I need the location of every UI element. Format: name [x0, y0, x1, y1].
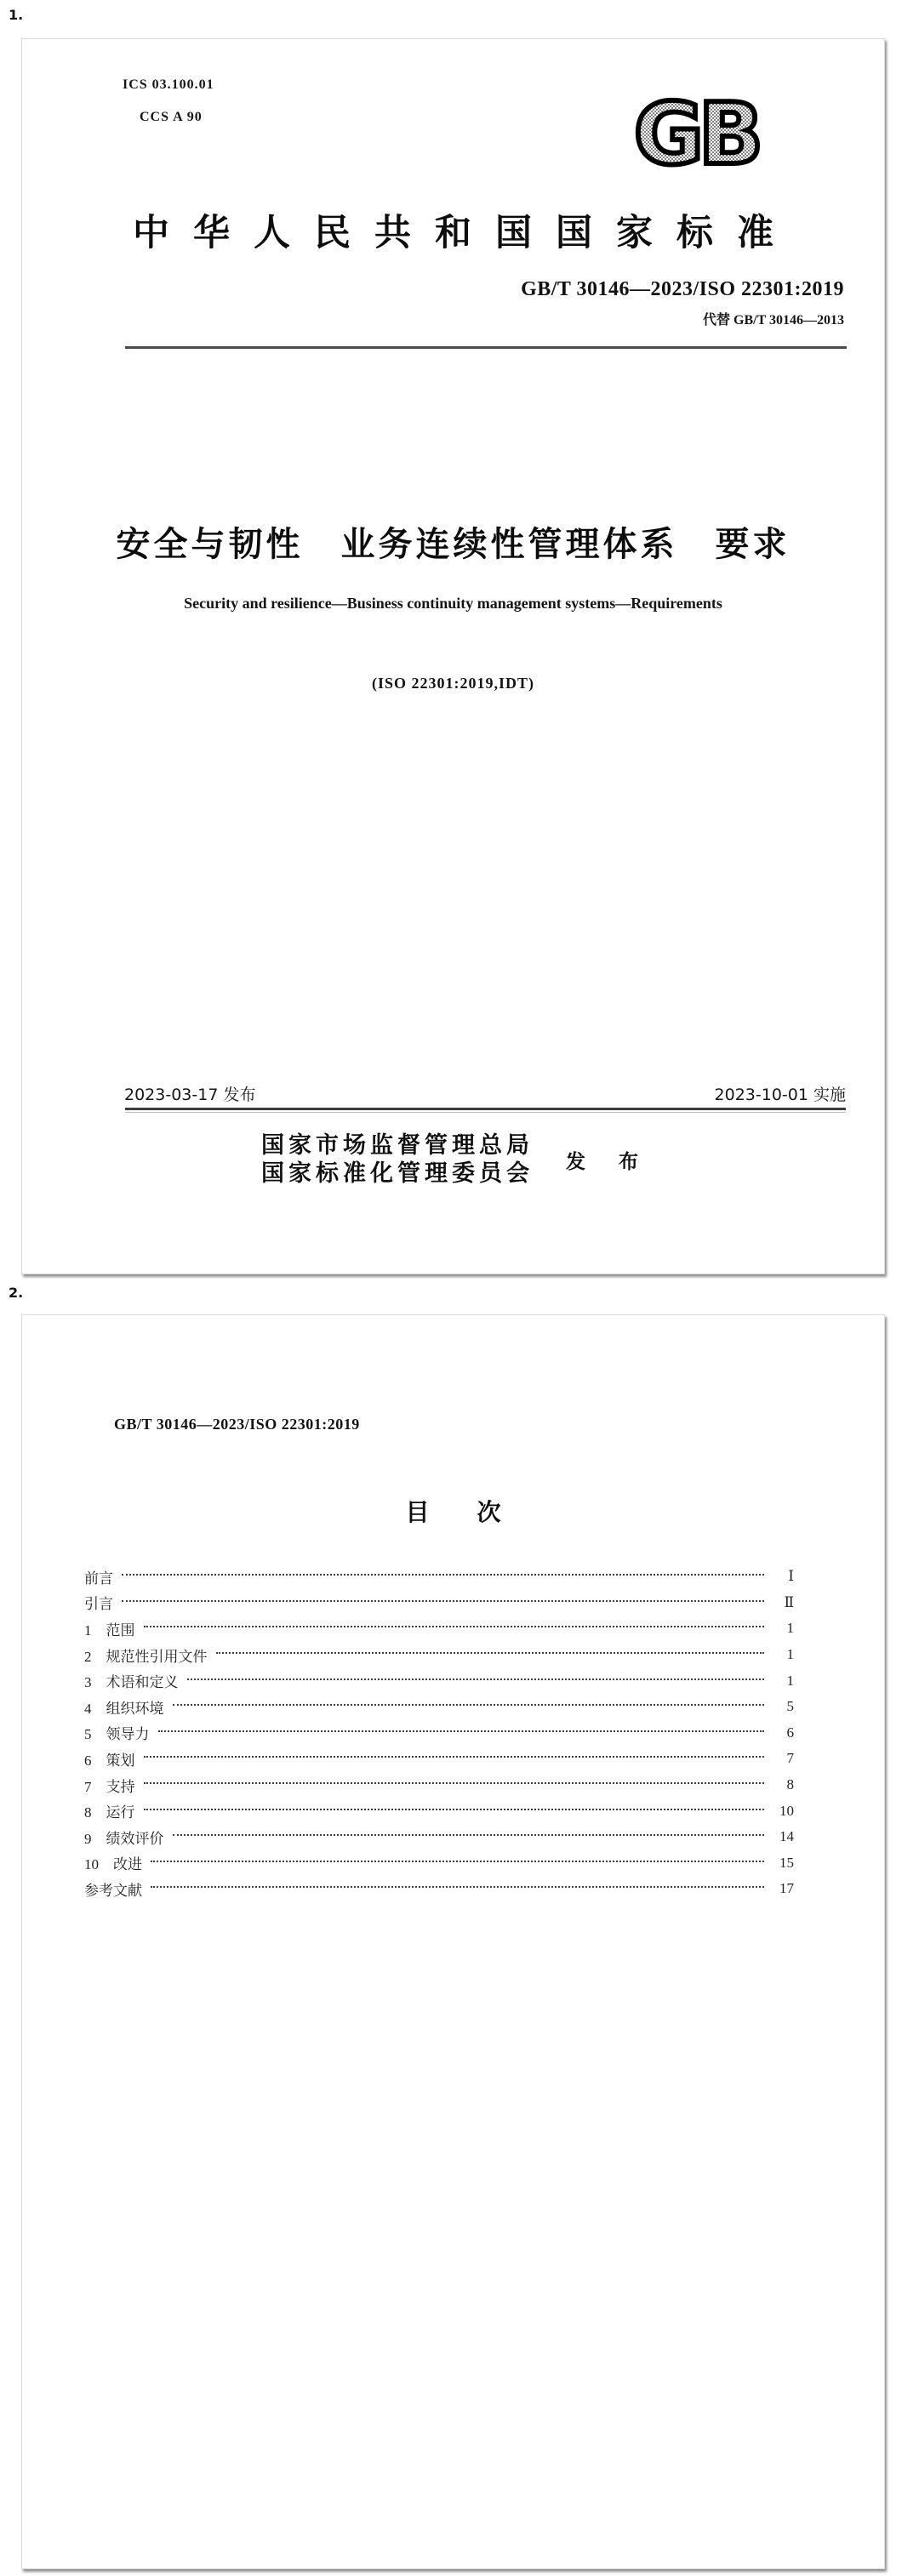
toc-entry — [84, 1720, 794, 1747]
toc-entry — [84, 1590, 794, 1616]
publish-label: 发 布 — [566, 1150, 645, 1172]
ics-ccs-classification — [123, 77, 214, 141]
toc-dotted-leader — [173, 1834, 765, 1836]
toc-dotted-leader — [151, 1861, 764, 1862]
issuer-line-1: 国家市场监督管理总局 — [261, 1132, 534, 1158]
toc-dotted-leader — [216, 1652, 765, 1654]
toc-entry-label: 10 改进 — [84, 1856, 142, 1873]
issue-date: 2023-03-17 发布 — [124, 1086, 256, 1104]
toc-entry-page-number: 15 — [779, 1854, 794, 1871]
toc-entry-label: 8 运行 — [84, 1804, 135, 1821]
ics-code: ICS 03.100.01 — [123, 77, 214, 92]
toc-dotted-leader — [144, 1626, 765, 1627]
toc-entry-page-number: 8 — [786, 1776, 794, 1793]
toc-page — [21, 1314, 885, 2569]
toc-entry — [84, 1772, 794, 1798]
issuer-names — [261, 1131, 534, 1188]
dates-row — [124, 1082, 846, 1105]
toc-dotted-leader — [151, 1886, 764, 1888]
toc-entry-label: 5 领导力 — [84, 1726, 150, 1743]
toc-entry-page-number: 14 — [779, 1828, 794, 1845]
toc-dotted-leader — [144, 1809, 765, 1810]
toc-entry-label: 9 绩效评价 — [84, 1830, 164, 1847]
cover-page — [21, 38, 885, 1274]
toc-entry-label: 7 支持 — [84, 1778, 135, 1795]
toc-entry-page-number: 10 — [779, 1802, 794, 1819]
toc-entry-label: 4 组织环境 — [84, 1700, 164, 1717]
standard-code: GB/T 30146—2023/ISO 22301:2019 — [521, 278, 844, 300]
gb-standard-logo-icon — [612, 88, 780, 177]
document-title-chinese: 安全与韧性 业务连续性管理体系 要求 — [116, 525, 791, 564]
gb-logo-letters: GB — [633, 88, 759, 177]
toc-entry-page-number: Ⅰ — [788, 1568, 794, 1585]
page-1-index-label: 1. — [9, 7, 24, 23]
toc-entry-page-number: 1 — [786, 1620, 794, 1637]
issuer-line-2: 国家标准化管理委员会 — [261, 1160, 534, 1186]
toc-dotted-leader — [122, 1600, 764, 1602]
toc-entry-label: 1 范围 — [84, 1621, 135, 1638]
toc-entry — [84, 1798, 794, 1824]
toc-entry-label: 引言 — [84, 1596, 113, 1613]
toc-entry-label: 3 术语和定义 — [84, 1674, 179, 1691]
toc-entry-page-number: 7 — [786, 1750, 794, 1767]
toc-entry — [84, 1746, 794, 1772]
ccs-code: CCS A 90 — [140, 110, 203, 124]
toc-title: 目 次 — [405, 1500, 501, 1526]
toc-entry — [84, 1850, 794, 1877]
toc-dotted-leader — [144, 1756, 765, 1758]
toc-entry-page-number: 1 — [786, 1672, 794, 1689]
page-2-index-label: 2. — [9, 1285, 24, 1301]
toc-dotted-leader — [158, 1730, 765, 1732]
document-title-english: Security and resilience—Business continuity management systems—Requirements — [184, 595, 722, 612]
toc-entry-label: 6 策划 — [84, 1752, 135, 1769]
toc-dotted-leader — [173, 1704, 765, 1706]
toc-entry — [84, 1824, 794, 1850]
toc-entry — [84, 1876, 794, 1902]
toc-list — [84, 1564, 794, 1902]
toc-dotted-leader — [122, 1574, 764, 1576]
toc-entry — [84, 1694, 794, 1720]
toc-entry — [84, 1667, 794, 1694]
footer-divider-line — [125, 1108, 846, 1113]
toc-entry-page-number: Ⅱ — [784, 1593, 794, 1610]
idt-equivalence-note: (ISO 22301:2019,IDT) — [371, 675, 534, 692]
toc-dotted-leader — [187, 1678, 765, 1680]
toc-entry-label: 2 规范性引用文件 — [84, 1648, 208, 1665]
header-divider-line — [125, 346, 847, 349]
toc-entry-label: 前言 — [84, 1570, 113, 1587]
national-standard-heading: 中华人民共和国国家标准 — [133, 214, 797, 254]
toc-entry-label: 参考文献 — [84, 1882, 142, 1899]
running-header-standard-code: GB/T 30146—2023/ISO 22301:2019 — [114, 1416, 360, 1433]
toc-dotted-leader — [144, 1782, 765, 1784]
toc-entry-page-number: 5 — [786, 1698, 794, 1715]
replaces-note: 代替 GB/T 30146—2013 — [703, 313, 844, 328]
toc-entry-page-number: 1 — [786, 1646, 794, 1663]
toc-entry — [84, 1642, 794, 1668]
toc-entry — [84, 1616, 794, 1642]
issuer-block — [22, 1131, 884, 1188]
toc-entry — [84, 1564, 794, 1590]
implement-date: 2023-10-01 实施 — [714, 1086, 846, 1104]
toc-entry-page-number: 17 — [779, 1880, 794, 1897]
toc-entry-page-number: 6 — [786, 1724, 794, 1741]
